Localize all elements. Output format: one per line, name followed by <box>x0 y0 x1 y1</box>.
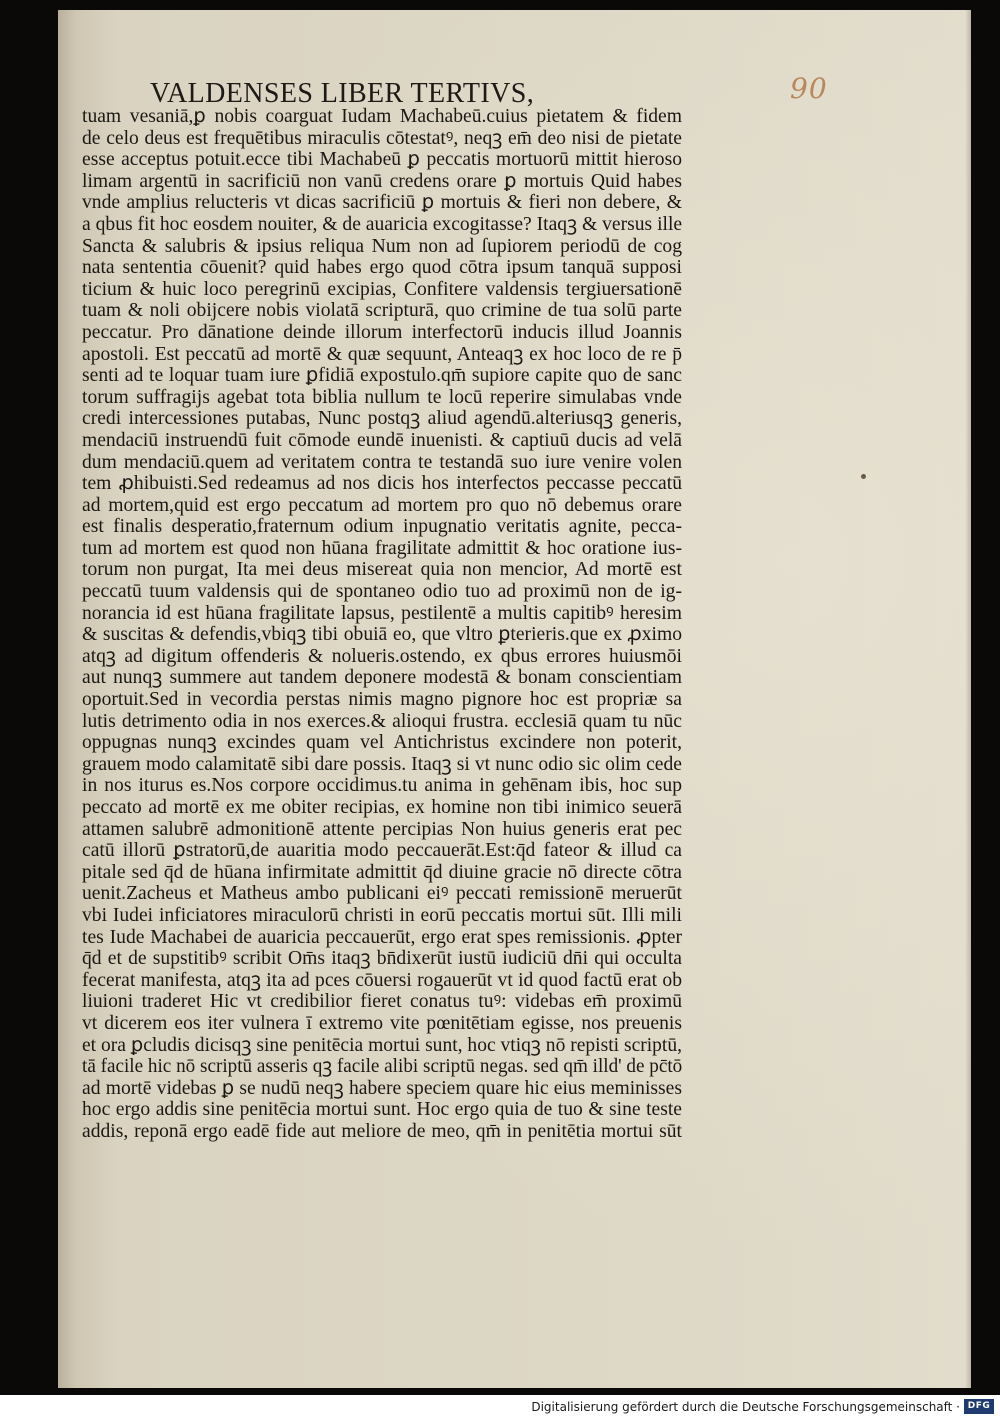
text-line: catū illorū ꝑstratorū,de auaritia modo peccauerāt.Est:q̄d fateor & illud ca <box>82 840 682 862</box>
folio-number: 90 <box>790 72 828 105</box>
text-block <box>82 106 682 1143</box>
text-line: aut nunqꝫ summere aut tandem deponere modestā & bonam conscientiam <box>82 667 682 689</box>
text-line: fecerat manifesta, atqꝫ ita ad pces cōuersi rogauerūt vt id quod factū erat ob <box>82 969 682 991</box>
text-line: liuioni traderet Hic vt credibilior fieret conatus tuꝰ: videbas em̄ proximū <box>82 991 682 1013</box>
text-line: & suscitas & defendis,vbiqꝫ tibi obuiā eo, que vltro ꝑterieris.que ex ꝓximo <box>82 624 682 646</box>
page-edge-shadow <box>965 10 971 1388</box>
text-line: hoc ergo addis sine penitēcia mortui sunt. Hoc ergo quia de tuo & sine teste <box>82 1099 682 1121</box>
text-line: tes Iude Machabei de auaricia peccauerūt, ergo erat spes remissionis. ꝓpter <box>82 926 682 948</box>
text-line: senti ad te loquar tuam iure ꝑfidiā expostulo.qm̄ supiore capite quo de sanc <box>82 365 682 387</box>
text-line: Sancta & salubris & ipsius reliqua Num non ad ſupiorem periodū de cog <box>82 235 682 257</box>
text-line: est finalis desperatio,fraternum odium inpugnatio veritatis agnite, pecca- <box>82 516 682 538</box>
running-heading: VALDENSES LIBER TERTIVS, <box>150 78 535 109</box>
text-line: esse acceptus potuit.ecce tibi Machabeū ꝑ peccatis mortuorū mittit hieroso <box>82 149 682 171</box>
text-line: apostoli. Est peccatū ad mortē & quæ sequunt, Anteaqꝫ ex hoc loco de re p̄ <box>82 343 682 365</box>
text-line: addis, reponā ergo eadē fide aut meliore de meo, qm̄ in penitētia mortui sūt <box>82 1120 682 1142</box>
text-line: et ora ꝑcludis dicisqꝫ sine penitēcia mortui sunt, hoc vtiqꝫ nō repisti scriptū, <box>82 1034 683 1056</box>
text-line: tem ꝓhibuisti.Sed redeamus ad nos dicis hos interfectos peccasse peccatū <box>82 473 682 495</box>
text-line: tum ad mortem est quod non hūana fragilitate admittit & hoc oratione ius- <box>82 537 682 559</box>
text-line: atqꝫ ad digitum offenderis & nolueris.ostendo, ex qbus errores huiusmōi <box>82 645 682 667</box>
text-line: norancia id est hūana fragilitate lapsus, pestilentē a multis capitibꝰ heresim <box>82 602 682 624</box>
text-line: credi intercessiones putabas, Nunc postqꝫ aliud agendū.alteriusqꝫ generis, <box>82 408 682 430</box>
footer-bar <box>0 1395 1000 1418</box>
text-line: in nos iturus es.Nos corpore occidimus.tu anima in gehēnam ibis, hoc sup <box>82 775 682 797</box>
text-line: a qbus fit hoc eosdem nouiter, & de auaricia excogitasse? Itaqꝫ & versus ille <box>82 213 683 235</box>
dfg-logo: DFG <box>964 1399 994 1414</box>
text-line: mendaciū instruendū fuit cōmode eundē inuenisti. & captiuū ducis ad velā <box>82 429 682 451</box>
text-line: nata sententia cōuenit? quid habes ergo quod cōtra ipsum tanquā supposi <box>82 257 682 279</box>
text-line: uenit.Zacheus et Matheus ambo publicani eiꝰ peccati remissionē meruerūt <box>82 883 682 905</box>
text-line: vt dicerem eos iter vulnera ī extremo vite pœnitētiam egisse, nos preuenis <box>82 1012 682 1034</box>
text-line: q̄d et de supstitibꝰ scribit Om̄s itaqꝫ bn̄dixerūt iustū iudiciū dn̄i qui occulta <box>82 948 682 970</box>
text-line: tuam & noli obijcere nobis violatā scripturā, quo crimine de tua solū parte <box>82 300 682 322</box>
text-line: peccatū tuum valdensis qui de spontaneo odio tuo ad proximū non de ig- <box>82 581 682 603</box>
text-line: ticium & huic loco peregrinū excipias, Confitere valdensis tergiuersationē <box>82 278 682 300</box>
text-line: oppugnas nunqꝫ excindes quam vel Antichristus excindere non poterit, <box>82 732 682 754</box>
paper-stain <box>861 474 866 479</box>
funding-notice: Digitalisierung gefördert durch die Deutsche Forschungsgemeinschaft · <box>531 1400 960 1414</box>
text-line: peccatur. Pro dānatione deinde illorum interfectorū inducis illud Joannis <box>82 321 682 343</box>
text-line: ad mortē videbas ꝑ se nudū neqꝫ habere speciem quare hic eius meminisses <box>82 1077 682 1099</box>
text-line: torum non purgat, Ita mei deus misereat quia non mencior, Ad mortē est <box>82 559 682 581</box>
text-line: dum mendaciū.quem ad veritatem contra te testandā suo iure venire volen <box>82 451 682 473</box>
text-line: vnde amplius relucteris vt dicas sacrificiū ꝑ mortuis & fieri non debere, & <box>82 192 682 214</box>
text-line: attamen salubrē admonitionē attente percipias Non huius generis erat pec <box>82 818 682 840</box>
text-line: oportuit.Sed in vecordia perstas nimis magno pignore hoc est propriæ sa <box>82 689 682 711</box>
text-line: tā facile hic nō scriptū asseris qꝫ facile alibi scriptū negas. sed qm̄ illd' de pc̄tō <box>82 1056 683 1078</box>
text-line: peccato ad mortē ex me obiter recipias, ex homine non tibi inimico seuerā <box>82 797 682 818</box>
text-line: torum suffragijs agebat tota biblia nullum te locū reperire simulabas vnde <box>82 386 682 408</box>
text-line: grauem modo calamitatē sibi dare possis. Itaqꝫ si vt nunc odio sic olim cede <box>82 753 682 775</box>
text-line: pitale sed q̄d de hūana infirmitate admittit q̄d diuine gracie nō directe cōtra <box>82 861 682 883</box>
text-line: lutis detrimento odia in nos exerces.& alioqui frustra. ecclesiā quam tu nūc <box>82 710 682 732</box>
text-line: tuam vesaniā,ꝑ nobis coarguat Iudam Machabeū.cuius pietatem & fidem <box>82 106 682 127</box>
text-line: limam argentū in sacrificiū non vanū credens orare ꝑ mortuis Quid habes <box>82 170 682 192</box>
text-line: de celo deus est frequētibus miraculis cōtestatꝰ, neqꝫ em̄ deo nisi de pietate <box>82 127 682 149</box>
text-line: vbi Iudei inficiatores miraculorū christi in eorū peccatis mortui sūt. Illi mili <box>82 904 682 926</box>
text-line: ad mortem,quid est ergo peccatum ad mortem pro quo nō debemus orare <box>82 494 682 516</box>
